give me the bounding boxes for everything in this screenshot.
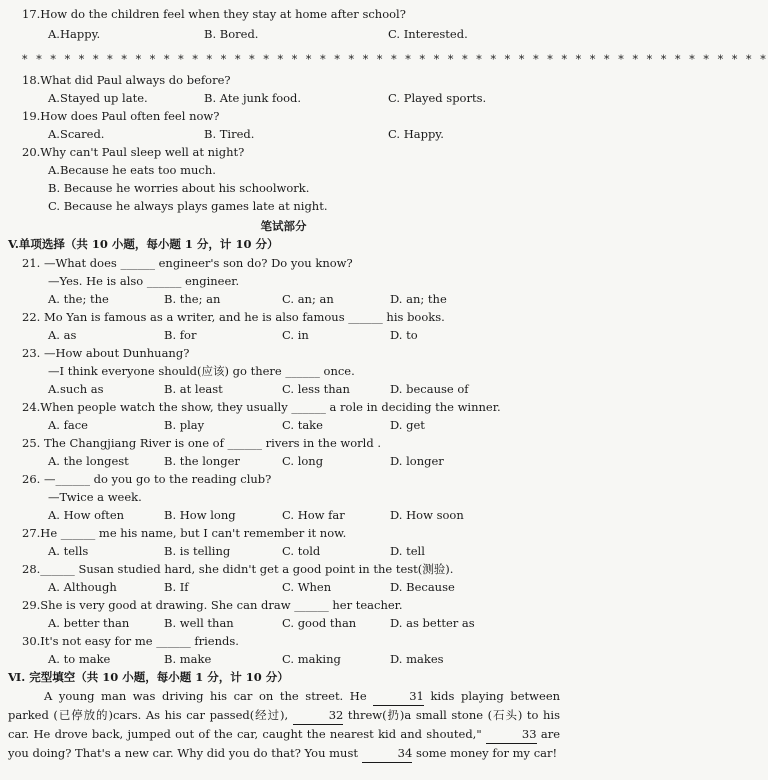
passage-text-4: are you doing? That's a new car. Why did you do that? You must	[8, 727, 561, 760]
q21-option-d: D. an; the	[390, 292, 447, 306]
q30-stem: 30.It's not easy for me ______ friends.	[22, 634, 239, 648]
q20-option-a: A.Because he eats too much.	[48, 163, 216, 177]
q19-option-b: B. Tired.	[204, 127, 255, 141]
q17-option-b: B. Bored.	[204, 27, 259, 41]
q23-line-1: 23. —How about Dunhuang?	[22, 346, 190, 360]
q29-option-a: A. better than	[48, 616, 130, 630]
q29-option-d: D. as better as	[390, 616, 475, 630]
q27-option-a: A. tells	[48, 544, 89, 558]
q27-option-c: C. told	[282, 544, 321, 558]
q26-line-2: —Twice a week.	[48, 490, 142, 504]
q19-option-c: C. Happy.	[388, 127, 444, 141]
q17-stem: 17.How do the children feel when they stay at home after school?	[22, 7, 406, 21]
q28-option-d: D. Because	[390, 580, 455, 594]
passage-text-2: kids playing between parked (已停放的)cars. As his car passed(经过),	[8, 689, 561, 722]
q24-option-c: C. take	[282, 418, 323, 432]
q18-stem: 18.What did Paul always do before?	[22, 73, 231, 87]
q29-option-c: C. good than	[282, 616, 357, 630]
q22-stem: 22. Mo Yan is famous as a writer, and he is also famous ______ his books.	[22, 310, 445, 324]
q30-option-b: B. make	[164, 652, 212, 666]
q21-option-c: C. an; an	[282, 292, 334, 306]
q21-line-2: —Yes. He is also ______ engineer.	[48, 274, 240, 288]
q22-option-d: D. to	[390, 328, 418, 342]
q21-line-1: 21. —What does ______ engineer's son do? Do you know?	[22, 256, 353, 270]
star-divider: * * * * * * * * * * * * * * * * * * * * * * * * * * * * * * * * * * * * * * * * * * * * * * * * * * * * *	[22, 53, 768, 66]
q26-option-a: A. How often	[48, 508, 125, 522]
q26-option-c: C. How far	[282, 508, 345, 522]
q26-line-1: 26. —______ do you go to the reading club?	[22, 472, 272, 486]
q25-option-c: C. long	[282, 454, 324, 468]
q23-line-2: —I think everyone should(应该) go there ______ once.	[48, 364, 355, 378]
q28-stem: 28.______ Susan studied hard, she didn't get a good point in the test(测验).	[22, 562, 454, 576]
q24-option-d: D. get	[390, 418, 425, 432]
q17-option-c: C. Interested.	[388, 27, 468, 41]
q27-option-d: D. tell	[390, 544, 425, 558]
q28-option-b: B. If	[164, 580, 189, 594]
q21-option-a: A. the; the	[48, 292, 109, 306]
q28-option-a: A. Although	[48, 580, 117, 594]
q27-option-b: B. is telling	[164, 544, 231, 558]
q25-option-a: A. the longest	[48, 454, 129, 468]
q18-option-b: B. Ate junk food.	[204, 91, 302, 105]
q23-option-d: D. because of	[390, 382, 469, 396]
q24-option-a: A. face	[48, 418, 88, 432]
q18-option-c: C. Played sports.	[388, 91, 487, 105]
q18-option-a: A.Stayed up late.	[48, 91, 148, 105]
section-6-heading: Ⅵ. 完型填空（共 10 小题，每小题 1 分，计 10 分）	[8, 670, 289, 684]
blank-33: 33	[486, 725, 537, 744]
q25-option-b: B. the longer	[164, 454, 240, 468]
q23-option-a: A.such as	[48, 382, 104, 396]
cloze-passage	[8, 687, 560, 763]
q23-option-c: C. less than	[282, 382, 350, 396]
q25-stem: 25. The Changjiang River is one of ______ rivers in the world .	[22, 436, 382, 450]
q20-option-c: C. Because he always plays games late at night.	[48, 199, 328, 213]
blank-31: 31	[373, 687, 424, 706]
q22-option-c: C. in	[282, 328, 309, 342]
q20-stem: 20.Why can't Paul sleep well at night?	[22, 145, 245, 159]
passage-text-1: A young man was driving his car on the street. He	[44, 689, 367, 703]
q26-option-d: D. How soon	[390, 508, 464, 522]
q22-option-a: A. as	[48, 328, 77, 342]
passage-text-5: some money for my car!	[415, 746, 558, 760]
q26-option-b: B. How long	[164, 508, 236, 522]
q29-stem: 29.She is very good at drawing. She can draw ______ her teacher.	[22, 598, 403, 612]
blank-32: 32	[293, 706, 344, 725]
passage-text-3: threw(扔)a small stone (石头) to his car. He drove back, jumped out of the car, caught the nearest kid and shouted,"	[8, 708, 561, 741]
q23-option-b: B. at least	[164, 382, 223, 396]
q25-option-d: D. longer	[390, 454, 444, 468]
q21-option-b: B. the; an	[164, 292, 221, 306]
q19-stem: 19.How does Paul often feel now?	[22, 109, 220, 123]
q24-option-b: B. play	[164, 418, 205, 432]
written-section-title: 笔试部分	[260, 219, 307, 233]
q24-stem: 24.When people watch the show, they usually ______ a role in deciding the winner.	[22, 400, 501, 414]
q20-option-b: B. Because he worries about his schoolwork.	[48, 181, 310, 195]
q17-option-a: A.Happy.	[48, 27, 101, 41]
q30-option-d: D. makes	[390, 652, 444, 666]
q22-option-b: B. for	[164, 328, 197, 342]
section-5-heading: V.单项选择（共 10 小题，每小题 1 分，计 10 分）	[8, 237, 279, 251]
blank-34: 34	[362, 744, 413, 763]
q29-option-b: B. well than	[164, 616, 234, 630]
q30-option-c: C. making	[282, 652, 341, 666]
q30-option-a: A. to make	[48, 652, 111, 666]
q28-option-c: C. When	[282, 580, 332, 594]
q27-stem: 27.He ______ me his name, but I can't remember it now.	[22, 526, 347, 540]
q19-option-a: A.Scared.	[48, 127, 105, 141]
